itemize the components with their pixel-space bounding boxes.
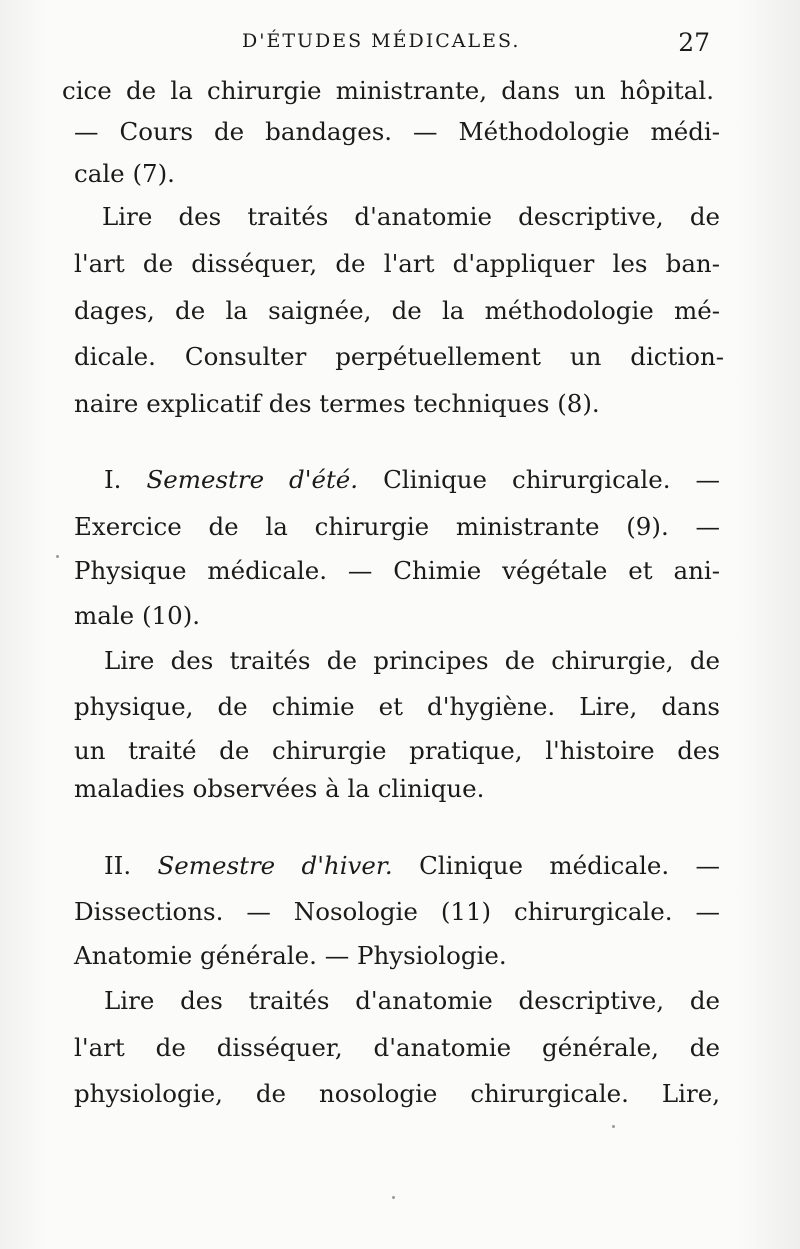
text-line-4: Lire des traités d'anatomie descriptive, de [102, 202, 720, 231]
text-line-5: l'art de disséquer, de l'art d'appliquer les ban- [74, 249, 720, 278]
text-line-13: Lire des traités de principes de chirurgie, de [104, 646, 720, 675]
section-title-italic: Semestre d'été. [146, 465, 359, 494]
text-line-8: naire explicatif des termes techniques (8). [74, 389, 600, 418]
page-number: 27 [678, 28, 710, 57]
text-line-18: Dissections. — Nosologie (11) chirurgicale. — [74, 897, 720, 926]
section-number: II. [104, 851, 132, 880]
text-line-6: dages, de la saignée, de la méthodologie mé- [74, 296, 720, 325]
text-line-22: physiologie, de nosologie chirurgicale. Lire, [74, 1079, 720, 1108]
text-line-21: l'art de disséquer, d'anatomie générale, de [74, 1033, 720, 1062]
section-heading-winter [104, 851, 720, 881]
text-line-12: male (10). [74, 601, 201, 630]
text-line-16: maladies observées à la clinique. [74, 774, 485, 803]
text-line-15: un traité de chirurgie pratique, l'histoire des [74, 736, 720, 765]
text-line-10: Exercice de la chirurgie ministrante (9). — [74, 512, 720, 541]
text-line-3: cale (7). [74, 159, 175, 188]
section-heading-rest: Clinique chirurgicale. — [383, 465, 720, 494]
text-line-2: — Cours de bandages. — Méthodologie médi- [74, 117, 720, 146]
scan-speck [56, 555, 59, 558]
running-title: D'ÉTUDES MÉDICALES. [242, 30, 521, 52]
section-title-italic: Semestre d'hiver. [157, 851, 393, 880]
text-line-11: Physique médicale. — Chimie végétale et ani- [74, 556, 720, 585]
text-line-7: dicale. Consulter perpétuellement un diction- [74, 342, 724, 371]
text-line-20: Lire des traités d'anatomie descriptive, de [104, 986, 720, 1015]
scan-speck [612, 1125, 615, 1128]
text-line-14: physique, de chimie et d'hygiène. Lire, dans [74, 692, 720, 721]
section-heading-rest: Clinique médicale. — [419, 851, 720, 880]
text-line-1: cice de la chirurgie ministrante, dans un hôpital. [62, 76, 714, 105]
running-head [0, 28, 800, 58]
section-heading-summer [104, 465, 720, 495]
section-number: I. [104, 465, 122, 494]
text-line-19: Anatomie générale. — Physiologie. [74, 941, 507, 970]
scan-speck [392, 1196, 395, 1199]
